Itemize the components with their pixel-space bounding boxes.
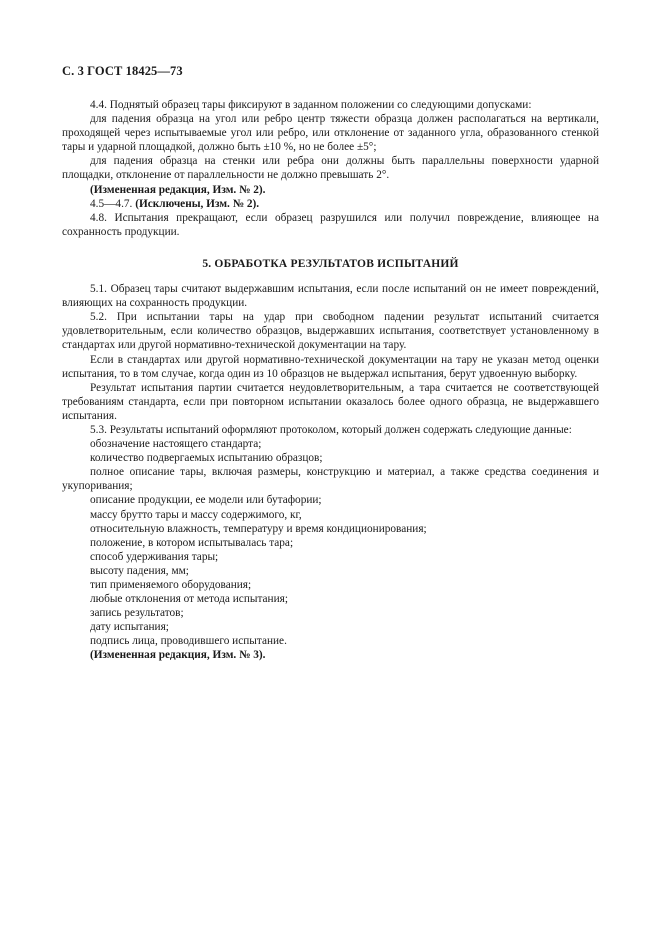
clause-5-3: 5.3. Результаты испытаний оформляют протоколом, который должен содержать следующие данные: [90,423,572,436]
clause-5-2-sampling: Если в стандартах или другой нормативно-технической документации на тару не указан метод оценки испытания, то в том случае, когда один из 10 образцов не выдержал испытания, берут удвоенную выборку. [62,353,599,380]
protocol-item: способ удерживания тары; [90,550,219,563]
protocol-item: высоту падения, мм; [90,564,189,577]
protocol-item: полное описание тары, включая размеры, конструкцию и материал, а также средства соединения и укупоривания; [62,466,599,493]
clause-4-5-4-7 [62,197,599,211]
document-body [62,98,599,663]
clause-4-8: 4.8. Испытания прекращают, если образец разрушился или получил повреждение, влияющее на сохранность продукции. [62,211,599,238]
protocol-item: количество подвергаемых испытанию образцов; [90,452,323,465]
protocol-item: массу брутто тары и массу содержимого, кг, [90,508,302,521]
amendment-note-3: (Измененная редакция, Изм. № 3). [90,649,266,662]
protocol-item: запись результатов; [90,607,184,620]
clause-4-4-face-drop: для падения образца на стенки или ребра они должны быть параллельны поверхности ударной площадки, отклонение от параллельности не должно превышать 2°. [62,155,599,182]
protocol-item: описание продукции, ее модели или бутафории; [90,494,322,507]
protocol-item: дату испытания; [90,621,169,634]
clause-4-5-number: 4.5—4.7. [90,197,133,210]
section-5-title: 5. ОБРАБОТКА РЕЗУЛЬТАТОВ ИСПЫТАНИЙ [202,257,459,270]
protocol-item: тип применяемого оборудования; [90,579,252,591]
protocol-item: положение, в котором испытывалась тара; [90,536,294,549]
clause-5-2: 5.2. При испытании тары на удар при свободном падении результат испытаний считается удовлетворительным, если количество образцов, выдержавших испытания, соответствует установленному в стандартах или другой нормативно-технической документации на тару. [62,311,599,352]
amendment-note-2: (Измененная редакция, Изм. № 2). [90,183,266,196]
clause-4-4-corner-drop: для падения образца на угол или ребро центр тяжести образца должен располагаться на вертикали, проходящей через испытываемые угол или ребро, или отклонение от заданного угла, образованного стенкой тары и ударной площадкой, должно быть ±10 %, но не более ±5°; [62,113,599,154]
protocol-item: любые отклонения от метода испытания; [90,593,288,606]
clause-5-1: 5.1. Образец тары считают выдержавшим испытания, если после испытаний он не имеет повреждений, влияющих на сохранность продукции. [62,283,599,310]
page-header: С. 3 ГОСТ 18425—73 [62,64,183,78]
protocol-item: обозначение настоящего стандарта; [90,438,262,451]
clause-4-5-excluded-note: (Исключены, Изм. № 2). [135,197,260,210]
protocol-item: подпись лица, проводившего испытание. [90,635,287,648]
clause-5-2-batch-result: Результат испытания партии считается неудовлетворительным, а тара считается не соответствующей требованиям стандарта, если при повторном испытании оказалось более одного образца, не выдержавшего испытания. [62,381,599,422]
clause-4-4: 4.4. Поднятый образец тары фиксируют в заданном положении со следующими допусками: [90,99,532,111]
protocol-item: относительную влажность, температуру и время кондиционирования; [90,522,427,535]
